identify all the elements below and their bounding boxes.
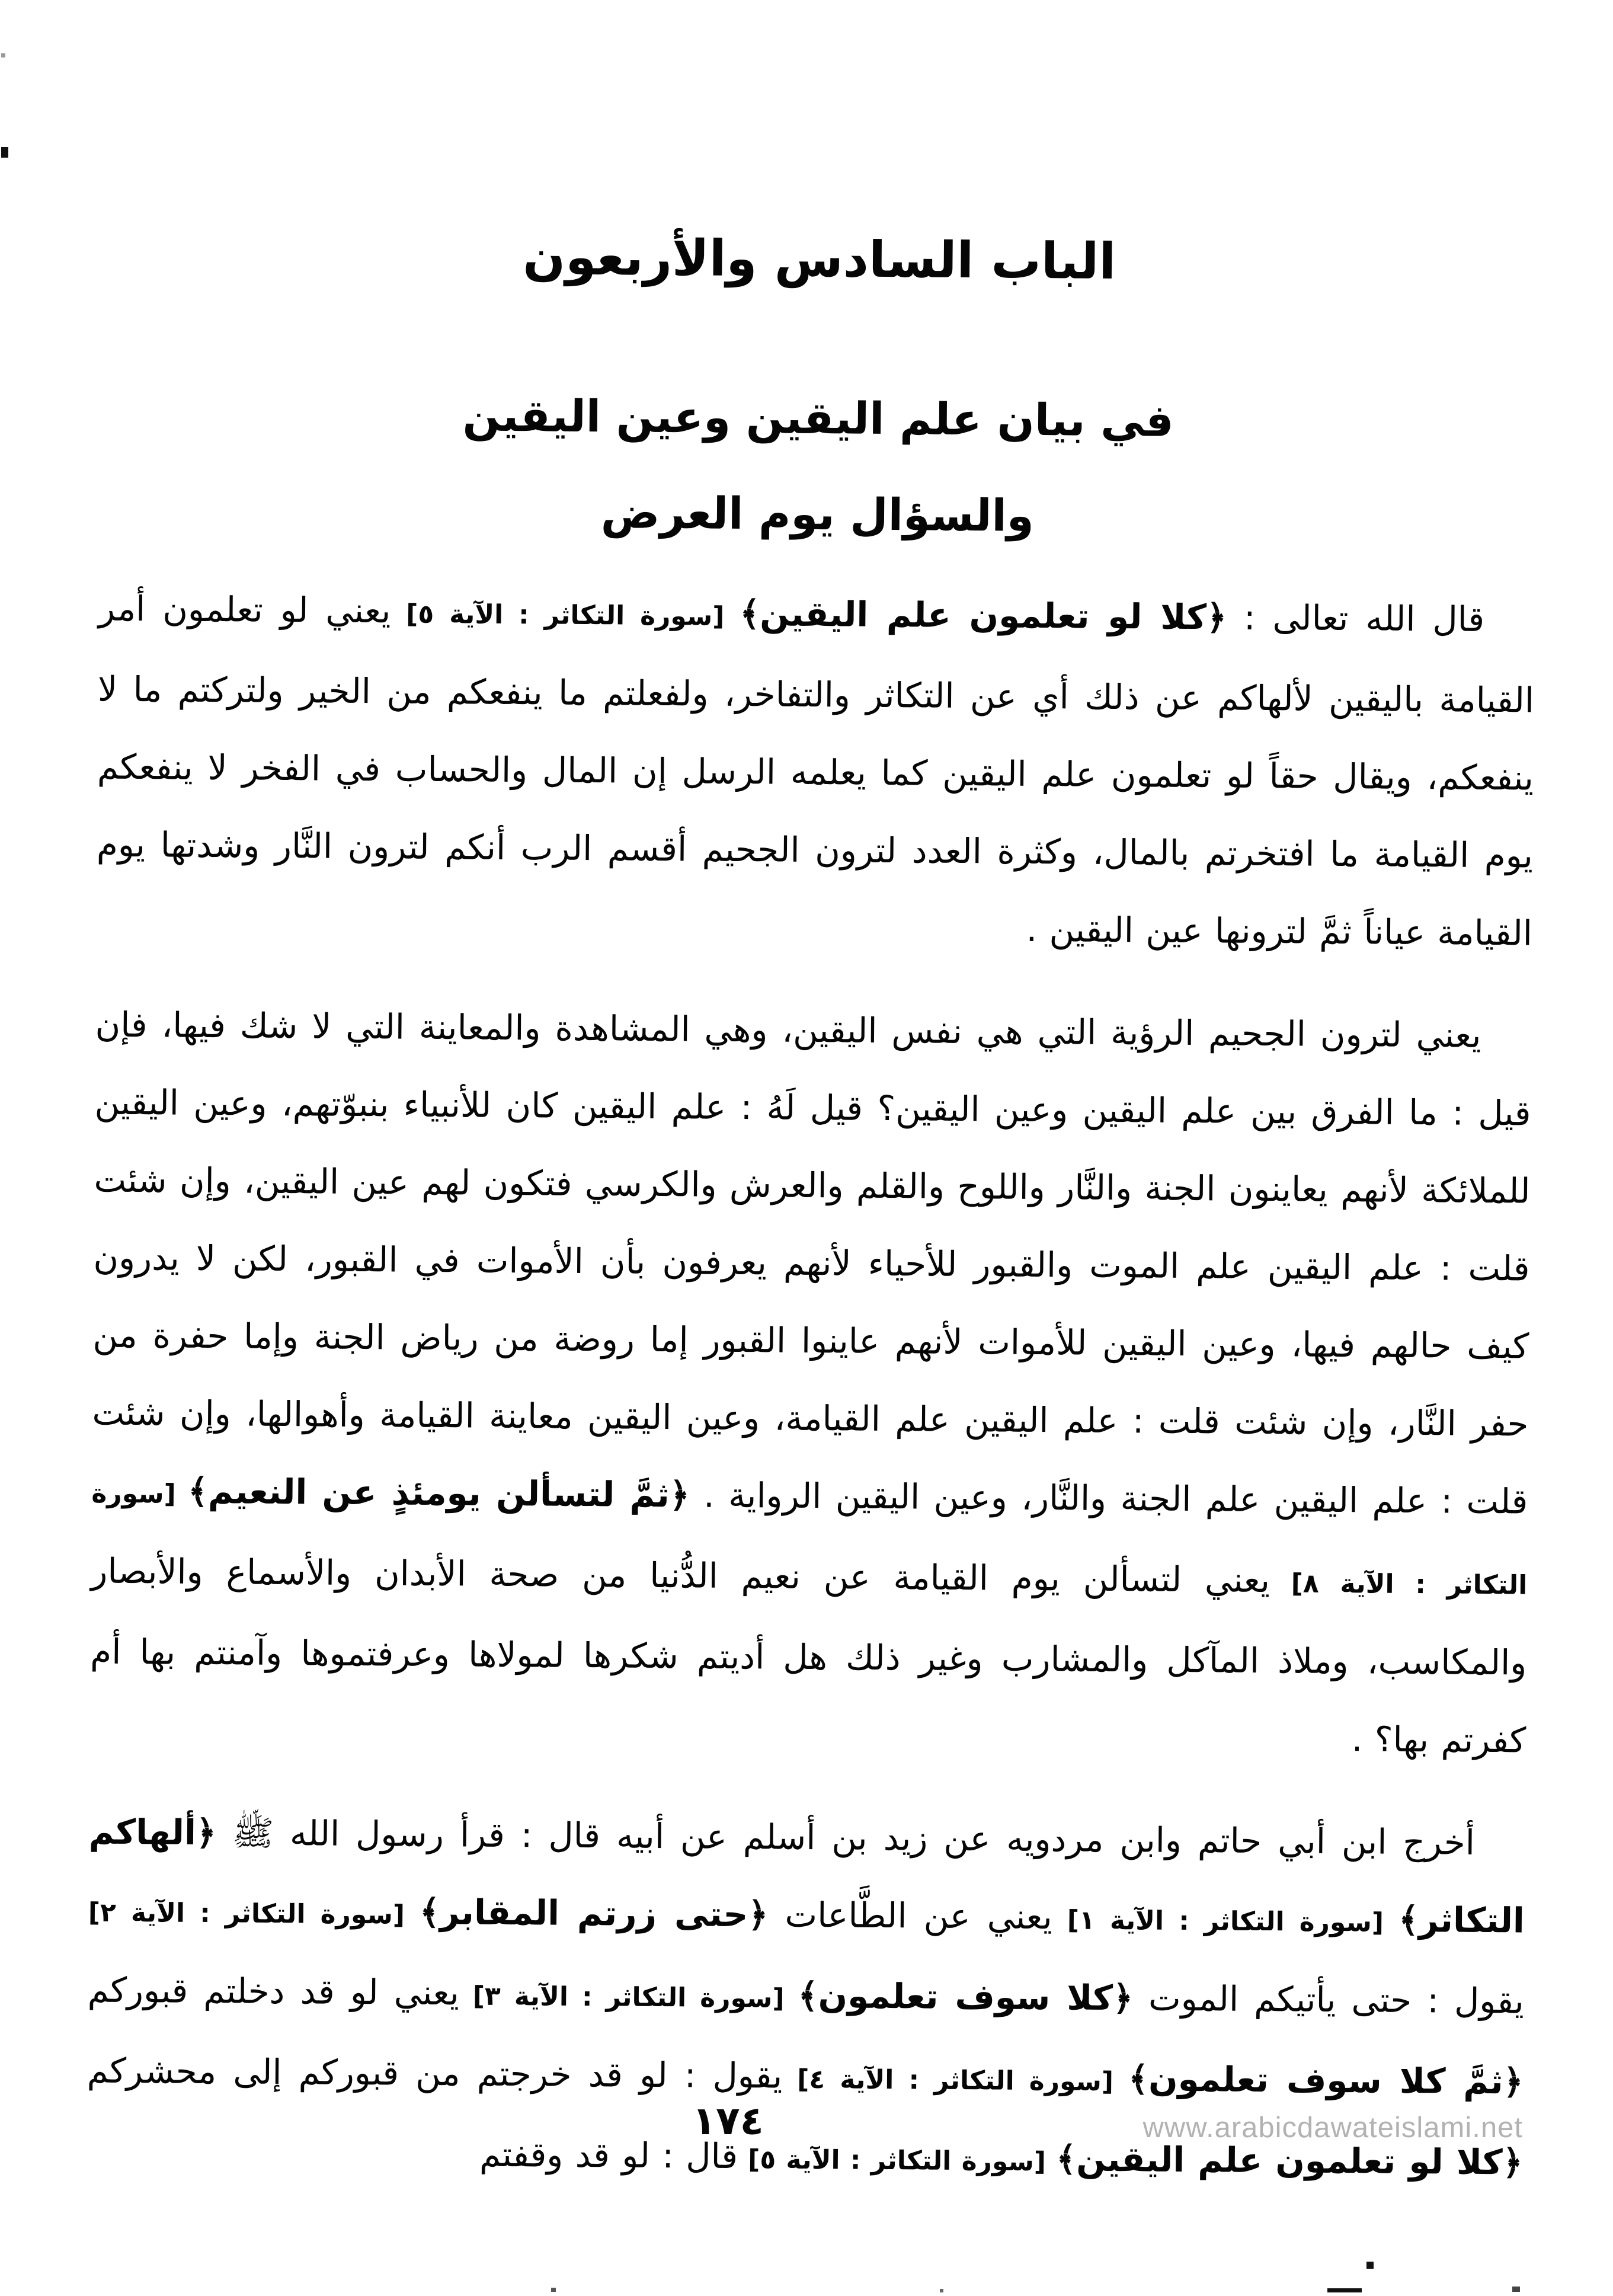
chapter-subheading [99,365,1537,568]
body-text-run: يعني لتسألن يوم القيامة عن نعيم الدُّنيا من صحة الأبدان والأسماع والأبصار والمكاسب، وملاذ المآكل والمشارب وغير ذلك هل أديتم شكرها لمولاها وعرفتموها وآمنتم بها أم كفرتم بها؟ . [90,1550,1527,1761]
scan-artifact [940,2289,943,2292]
verse-citation: [سورة التكاثر : الآية ٢] [88,1897,420,1930]
scan-artifact [1327,2288,1362,2292]
chapter-heading: الباب السادس والأربعون [523,228,1116,290]
chapter-subheading-line1: في بيان علم اليقين وعين اليقين [462,390,1174,447]
verse-citation: [سورة التكاثر : الآية ٤] [782,2064,1129,2097]
quran-quote: ﴿ألهاكم التكاثر﴾ [88,1811,1525,1941]
body-text-run: يعني لو قد دخلتم قبوركم [87,1969,460,2013]
scan-artifact [551,2288,556,2292]
quran-quote: ﴿حتى زرتم المقابر﴾ [419,1891,769,1935]
body-text-run: قال الله تعالى : [1226,597,1485,639]
body-text-run: أخرج ابن أبي حاتم وابن مردويه عن زيد بن أسلم عن أبيه قال : قرأ رسول الله ﷺ [216,1812,1476,1863]
scan-artifact [1366,2262,1374,2269]
quran-quote: ﴿ثمَّ لتسألن يومئذٍ عن النعيم﴾ [187,1470,690,1515]
scan-artifact [1,147,8,158]
verse-citation: [سورة التكاثر : الآية ١] [1052,1905,1399,1938]
watermark-url: www.arabicdawateislami.net [1142,2112,1523,2144]
scan-artifact [1512,2287,1520,2292]
quran-quote: ﴿ثمَّ كلا سوف تعلمون﴾ [1128,2058,1524,2102]
body-paragraph-tafsir-intro [95,570,1535,973]
body-text-run: يقول : حتى يأتيكم الموت [1132,1978,1525,2022]
chapter-subheading-line2: والسؤال يوم العرض [600,487,1035,542]
quran-quote: ﴿كلا لو تعلمون علم اليقين﴾ [1056,2138,1523,2183]
verse-citation: [سورة التكاثر : الآية ٣] [459,1981,798,2014]
body-text-run: يقول : لو قد خرجتم من قبوركم إلى محشركم [87,2050,783,2096]
body-paragraph-ilm-vs-ayn [89,986,1532,1779]
verse-citation: [سورة التكاثر : الآية ٥] [391,599,740,632]
body-text-run: يعني عن الطَّاعات [768,1894,1053,1937]
verse-citation: [سورة التكاثر : الآية ٥] [737,2144,1057,2177]
scan-artifact [1,53,5,57]
page-content [86,223,1538,2230]
body-text-run: قال : لو قد وقفتم [479,2134,738,2177]
body-text-run: يعني لو تعلمون أمر القيامة باليقين لألهاكم عن ذلك أي عن التكاثر والتفاخر، ولفعلتم ما ينفعكم من الخير ولتركتم ما لا ينفعكم، ويقال حقاً لو تعلمون علم اليقين كما يعلمه الرسل إن المال والحساب في الفخر لا ينفعكم يوم القيامة ما افتخرتم بالمال، وكثرة العدد لترون الجحيم أقسم الرب أنكم لترون النَّار وشدتها يوم القيامة عياناً ثمَّ لترونها عين اليقين . [96,588,1535,954]
body-text-run: يعني لترون الجحيم الرؤية التي هي نفس اليقين، وهي المشاهدة والمعاينة التي لا شك فيها، فإن قيل : ما الفرق بين علم اليقين وعين اليقين؟ قيل لَهُ : علم اليقين كان للأنبياء بنبوّتهم، وعين اليقين للملائكة لأنهم يعاينون الجنة والنَّار واللوح والقلم والعرش والكرسي فتكون لهم عين اليقين، وإن شئت قلت : علم اليقين علم الموت والقبور للأحياء لأنهم يعرفون بأن الأموات في القبور، لكن لا يدرون كيف حالهم فيها، وعين اليقين للأموات لأنهم عاينوا القبور إما روضة من رياض الجنة وإما حفرة من حفر النَّار، وإن شئت قلت : علم اليقين علم القيامة، وعين اليقين معاينة القيامة وأهوالها، وإن شئت قلت : علم اليقين علم الجنة والنَّار، وعين اليقين الرواية . [92,1004,1531,1522]
page-number: ١٧٤ [692,2098,764,2144]
verse-citation: [سورة التكاثر : الآية ٨] [91,1478,1528,1601]
quran-quote: ﴿كلا سوف تعلمون﴾ [798,1975,1134,2019]
quran-quote: ﴿كلا لو تعلمون علم اليقين﴾ [740,593,1227,638]
